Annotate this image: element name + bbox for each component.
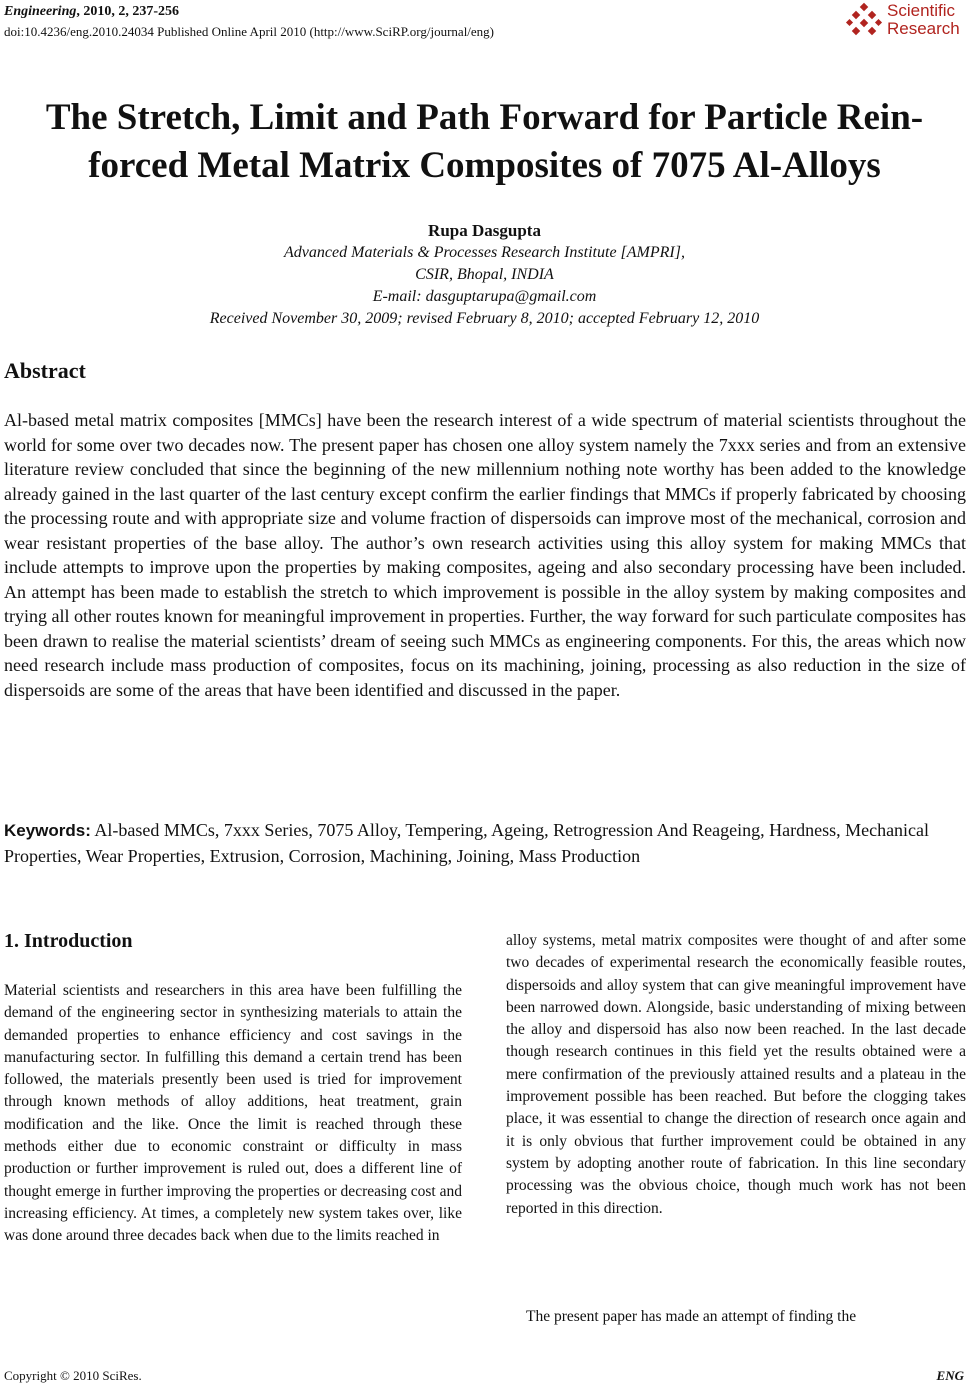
section-heading: 1. Introduction <box>4 930 133 952</box>
affiliation-line-2: CSIR, Bhopal, INDIA <box>415 266 554 283</box>
journal-name: Engineering <box>4 4 77 19</box>
author-name: Rupa Dasgupta <box>428 221 541 240</box>
body-paragraph-start: The present paper has made an attempt of finding the <box>526 1308 857 1325</box>
publisher-logo <box>845 2 965 42</box>
copyright: Copyright © 2010 SciRes. <box>4 1368 142 1383</box>
author-block <box>0 220 969 330</box>
paper-title: The Stretch, Limit and Path Forward for Particle Rein- forced Metal Matrix Composites of 7075 Al-Alloys <box>45 97 924 186</box>
author-email[interactable]: E-mail: dasguptarupa@gmail.com <box>372 288 597 305</box>
keywords-text: Al-based MMCs, 7xxx Series, 7075 Alloy, Tempering, Ageing, Retrogression And Reageing, Hardness, Mechanical Properties, Wear Properties, Extrusion, Corrosion, Machining, Joining, Mass Production <box>4 820 930 866</box>
page-footer <box>4 1368 964 1384</box>
body-column-left: Material scientists and researchers in this area have been fulfilling the demand of the engineering sector in synthesizing materials to attain the demanded properties to enhance efficiency and cost savings in the manufacturing sector. In fulfilling this demand a certain trend has been followed, the materials presently been used is tried for improvement through known methods of alloy additions, heat treatment, grain modification and the like. Once the limit is reached through these methods either due to economic constraint or difficulty in mass production or further improvement is ruled out, does a different line of thought emerge in further improving the properties or decreasing cost and increasing efficiency. At times, a completely new system takes over, like was done around three decades back when due to the limits reached in <box>4 982 462 1245</box>
abstract-text: Al-based metal matrix composites [MMCs] have been the research interest of a wide spectrum of material scientists throughout the world for some over two decades now. The present paper has chosen one alloy system namely the 7xxx series and from an extensive literature review concluded that since the beginning of the new millennium nothing note worthy has been added to the knowledge already gained in the last quarter of the last century except confirm the earlier findings that MMCs if properly fabricated by choosing the processing route and with appropriate size and volume fraction of dispersoids can improve most of the mechanical, corrosion and wear resistant properties of the base alloy. The author’s own research activities using this alloy system for making MMCs that include attempts to improve upon the properties by making composites, ageing and also secondary processing have been included. An attempt has been made to establish the stretch to which improvement is possible in the alloy system by making composites and trying all other routes known for meaningful improvement in properties. Further, the way forward for such particulate composites has been drawn to realise the material scientists’ dream of seeing such MMCs as engineering components. For this, the areas which now need research include mass production of composites, focus on its machining, joining, processing as also reduction in the size of dispersoids are some of the areas that have been identified and discussed in the paper. <box>4 410 967 700</box>
logo-mark-icon <box>845 2 885 42</box>
keywords <box>4 818 966 868</box>
affiliation-line-1: Advanced Materials & Processes Research Institute [AMPRI], <box>284 244 685 261</box>
journal-header <box>4 2 494 42</box>
abstract-heading: Abstract <box>4 358 86 383</box>
keywords-label: Keywords: <box>4 821 91 840</box>
logo-wordmark: Scientific Research <box>887 1 960 38</box>
received-dates: Received November 30, 2009; revised February 8, 2010; accepted February 12, 2010 <box>209 310 760 327</box>
doi-line: doi:10.4236/eng.2010.24034 Published Online April 2010 (http://www.SciRP.org/journal/eng) <box>4 24 495 39</box>
journal-citation: , 2010, 2, 237-256 <box>76 4 180 19</box>
body-column-right: alloy systems, metal matrix composites were thought of and after some two decades of experimental research the economically feasible routes, dispersoids and alloy system that can give meaningful improvement have been narrowed down. Alongside, basic understanding of mixing between the alloy and dispersoid has also now been reached. In the last decade though research continues in this field yet the results obtained were a mere confirmation of the previously attained results and a plateau in the improvement possible has been reached. But before the clogging takes place, it was essential to change the direction of research once again and it is only obvious that further improvement could be obtained in any system by adopting another route of fabrication. In this line secondary processing was the obvious choice, though much work has not been reported in this direction. <box>506 932 966 1217</box>
journal-abbr: ENG <box>936 1368 964 1383</box>
